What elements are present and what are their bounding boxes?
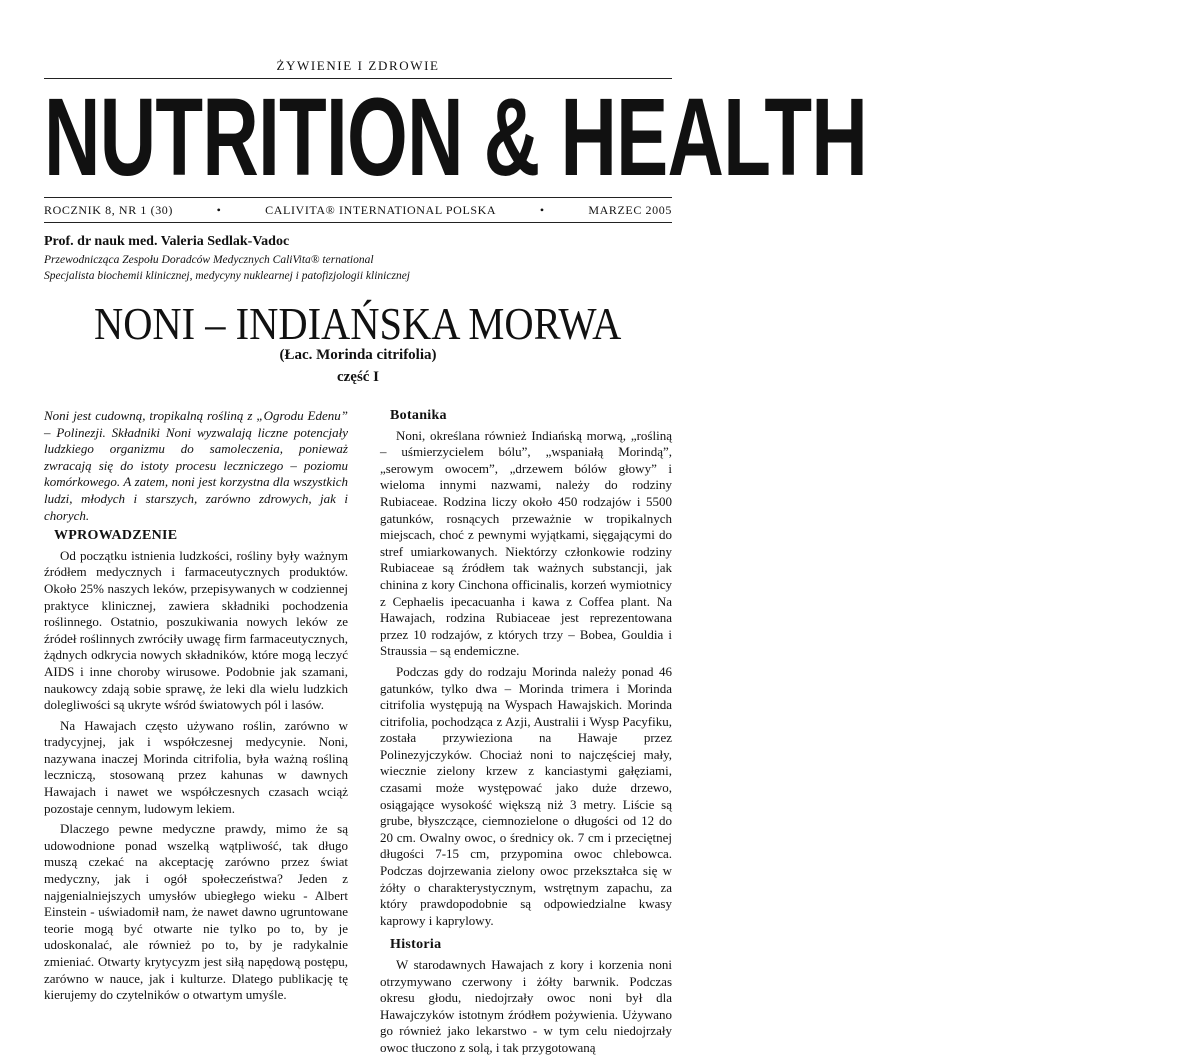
paragraph: W starodawnych Hawajach z kory i korzenia noni otrzymywano czerwony i żółty barwnik. Podczas okresu głodu, niedojrzały owoc noni był dla Hawajczyków istotnym źródłem pożywienia. Używano go również jako lekarstwo - w tym celu niedojrzały owoc tłuczono z solą, i tak przygotowaną [380,957,672,1055]
newsletter-page [44,0,868,1055]
masthead-text: NUTRITION & HEALTH [44,76,868,199]
masthead [44,76,868,199]
author-specialty: Specjalista biochemii klinicznej, medycyny nuklearnej i patofizjologii klinicznej [44,270,410,282]
left-column [44,408,348,1004]
issue-number: ROCZNIK 8, NR 1 (30) [44,202,173,217]
infobar-bottom-rule [44,222,672,223]
separator-dot: • [539,202,545,217]
issue-date: MARZEC 2005 [588,202,672,217]
right-column [380,408,672,1057]
publisher-name: CALIVITA® INTERNATIONAL POLSKA [265,202,497,217]
paragraph: Noni, określana również Indiańską morwą, „rośliną – uśmierzycielem bólu”, „wspaniałą Morindą”, „serowym owocem”, „drzewem bólów głowy” i wieloma innymi nazwami, należy do rodziny Rubiaceae. Rodzina liczy około 450 rodzajów i 5500 gatunków, rosnących przeważnie w tropikalnych miejscach, choć z pewnymi wyjątkami, sięgającymi do stref umiarkowanych. Niektórzy członkowie rodziny Rubiaceae są źródłem tak ważnych substancji, jak chinina z kory Cinchona officinalis, korzeń wymiotnicy z Cephaelis ipecacuanha i kawa z Coffea plant. Na Hawajach, rodzina Rubiaceae jest reprezentowana przez 10 rodzajów, z których trzy – Bobea, Gouldia i Straussia – są endemiczne. [380,427,672,659]
section-heading-botany: Botanika [390,408,447,423]
article-title-text: NONI – INDIAŃSKA MORWA [94,298,622,349]
paragraph: Dlaczego pewne medyczne prawdy, mimo że są udowodnione ponad wszelką wątpliwość, tak długo muszą czekać na akceptację zarówno przez świat medyczny, jak i ogół społeczeństwa? Jeden z najgenialniejszych umysłów ubiegłego wieku - Albert Einstein - uświadomił nam, że nawet dawno ugruntowane teorie mogą być otwarte nie tylko po to, by je udoskonalać, ale również po to, by je radykalnie zmieniać. Otwarty krytycyzm jest siłą napędową postępu, zarówno w nauce, jak i kulturze. Dlatego publikację tę kierujemy do czytelników o otwartym umyśle. [44,821,348,1003]
article-latin-name: (Łac. Morinda citrifolia) [279,347,437,363]
author-role: Przewodnicząca Zespołu Doradców Medycznych CaliVita® ternational [44,254,374,266]
paragraph: Podczas gdy do rodzaju Morinda należy ponad 46 gatunków, tylko dwa – Morinda trimera i Morinda citrifolia występują na Wyspach Hawajskich. Morinda citrifolia, pochodząca z Azji, Australii i Wysp Pacyfiku, została przywieziona na Hawaje przez Polinezyjczyków. Chociaż noni to najczęściej mały, wiecznie zielony krzew z kanciastymi gałęziami, czasami może występować jako duże drzewo, osiągające wysokość większą niż 3 metry. Liście są grube, błyszczące, ciemnozielone o długości od 12 do 20 cm. Owalny owoc, o średnicy ok. 7 cm i przeciętnej długości 7-15 cm, przypomina owoc chlebowca. Podczas dojrzewania zielony owoc przekształca się w żółty o charakterystycznym, wstrętnym zapachu, za który prawdopodobnie są odpowiedzialne kwasy kaprowy i kaprylowy. [380,663,672,928]
article-title [44,298,672,350]
paragraph: Na Hawajach często używano roślin, zarówno w tradycyjnej, jak i współczesnej medycynie. Noni, nazywana inaczej Morinda citrifolia, była ważną rośliną leczniczą, stosowaną przez kahunas w dawnych Hawajach i nawet we współczesnych czasach wciąż pozostaje cennym, ludowym lekiem. [44,717,348,816]
separator-dot: • [216,202,222,217]
article-lead: Noni jest cudowną, tropikalną rośliną z „Ogrodu Edenu” – Polinezji. Składniki Noni wyzwalają liczne potencjały ludzkiego organizmu do samoleczenia, ponieważ zwracają się do istoty procesu leczniczego – poziomu komórkowego. A zatem, noni jest korzystna dla wszystkich ludzi, młodych i starszych, zarówno zdrowych, jak i chorych. [44,408,348,523]
section-heading-history: Historia [390,937,442,953]
infobar-top-rule [44,197,672,198]
paragraph: Od początku istnienia ludzkości, rośliny były ważnym źródłem medycznych i farmaceutycznych produktów. Około 25% naszych leków, przepisywanych w codziennej praktyce klinicznej, zawiera składniki pochodzenia roślinnego. Ostatnio, poszukiwania nowych leków ze źródeł roślinnych zwróciły uwagę firm farmaceutycznych, żądnych odkrycia nowych składników, które mogą leczyć AIDS i inne choroby wirusowe. Podobnie jak szamani, naukowcy zdają sobie sprawę, że leki dla wielu ludzkich dolegliwości są ukryte wśród światowych pól i lasów. [44,547,348,713]
issue-info-bar [44,202,672,218]
section-heading-intro: WPROWADZENIE [54,528,178,544]
author-name: Prof. dr nauk med. Valeria Sedlak-Vadoc [44,234,290,249]
article-part: część I [336,369,380,385]
section-kicker: ŻYWIENIE I ZDROWIE [276,58,440,73]
